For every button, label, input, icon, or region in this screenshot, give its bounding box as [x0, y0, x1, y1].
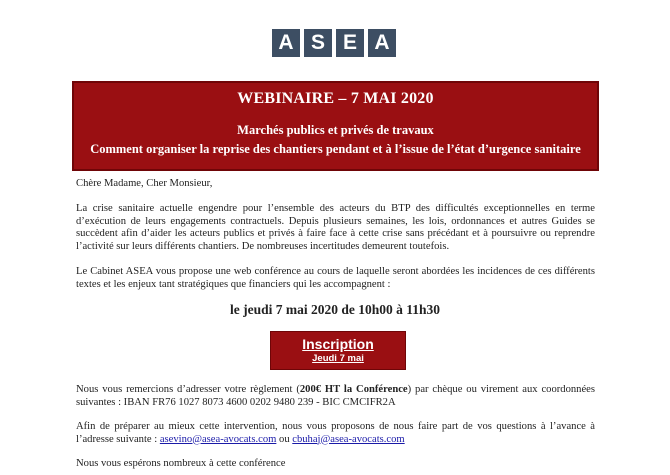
logo-letter: A [368, 29, 396, 57]
greeting: Chère Madame, Cher Monsieur, [76, 178, 213, 189]
questions-text: Afin de préparer au mieux cette intervention, nous vous proposons de nous faire part de vos questions à l’avance à l’adresse suivante : [76, 421, 595, 445]
closing-line: Nous vous espérons nombreux à cette conférence [76, 458, 286, 469]
logo-letter: E [336, 29, 364, 57]
inscription-date: Jeudi 7 mai [312, 353, 364, 364]
email-link-cbuhaj[interactable]: cbuhaj@asea-avocats.com [292, 433, 405, 445]
price: 200€ HT la Conférence [299, 384, 408, 395]
webinar-banner [72, 81, 599, 171]
payment-text: Nous vous remercions d’adresser votre règlement ( [76, 384, 300, 395]
proposal-paragraph: Le Cabinet ASEA vous propose une web conférence au cours de laquelle seront abordées les incidences de ces différents textes et les enjeux tant stratégiques que financiers qui les accompagnent : [76, 266, 595, 290]
or-text: ou [276, 433, 293, 445]
inscription-button[interactable] [270, 331, 406, 370]
logo-letter: S [304, 29, 332, 57]
event-date: le jeudi 7 mai 2020 de 10h00 à 11h30 [229, 302, 440, 317]
payment-text-2: ) par chèque ou virement aux coordonnées suivantes : IBAN FR76 1027 8073 4600 0202 9480 239 - BIC CMCIFR2A [76, 384, 595, 408]
asea-logo [272, 29, 396, 57]
payment-paragraph [76, 384, 595, 409]
banner-subtitle-2: Comment organiser la reprise des chantiers pendant et à l’issue de l’état d’urgence sanitaire [90, 142, 581, 156]
questions-paragraph [76, 421, 595, 446]
banner-title: WEBINAIRE – 7 MAI 2020 [237, 90, 434, 107]
banner-subtitle: Marchés publics et privés de travaux [237, 123, 434, 137]
inscription-label: Inscription [302, 336, 374, 352]
email-link-asevino[interactable]: asevino@asea-avocats.com [159, 433, 277, 445]
logo-letter: A [272, 29, 300, 57]
intro-paragraph: La crise sanitaire actuelle engendre pour l’ensemble des acteurs du BTP des difficultés exceptionnelles en terme d’exécution de leurs engagements contractuels. Depuis plusieurs semaines, les lois, ordonnances et autres Guides se succèdent afin d’aider les acteurs publics et privés à faire face à cette crise sans précédant et à poursuivre ou reprendre l’activité sur leurs différents chantiers. De nombreuses incertitudes demeurent toutefois. [76, 203, 595, 252]
